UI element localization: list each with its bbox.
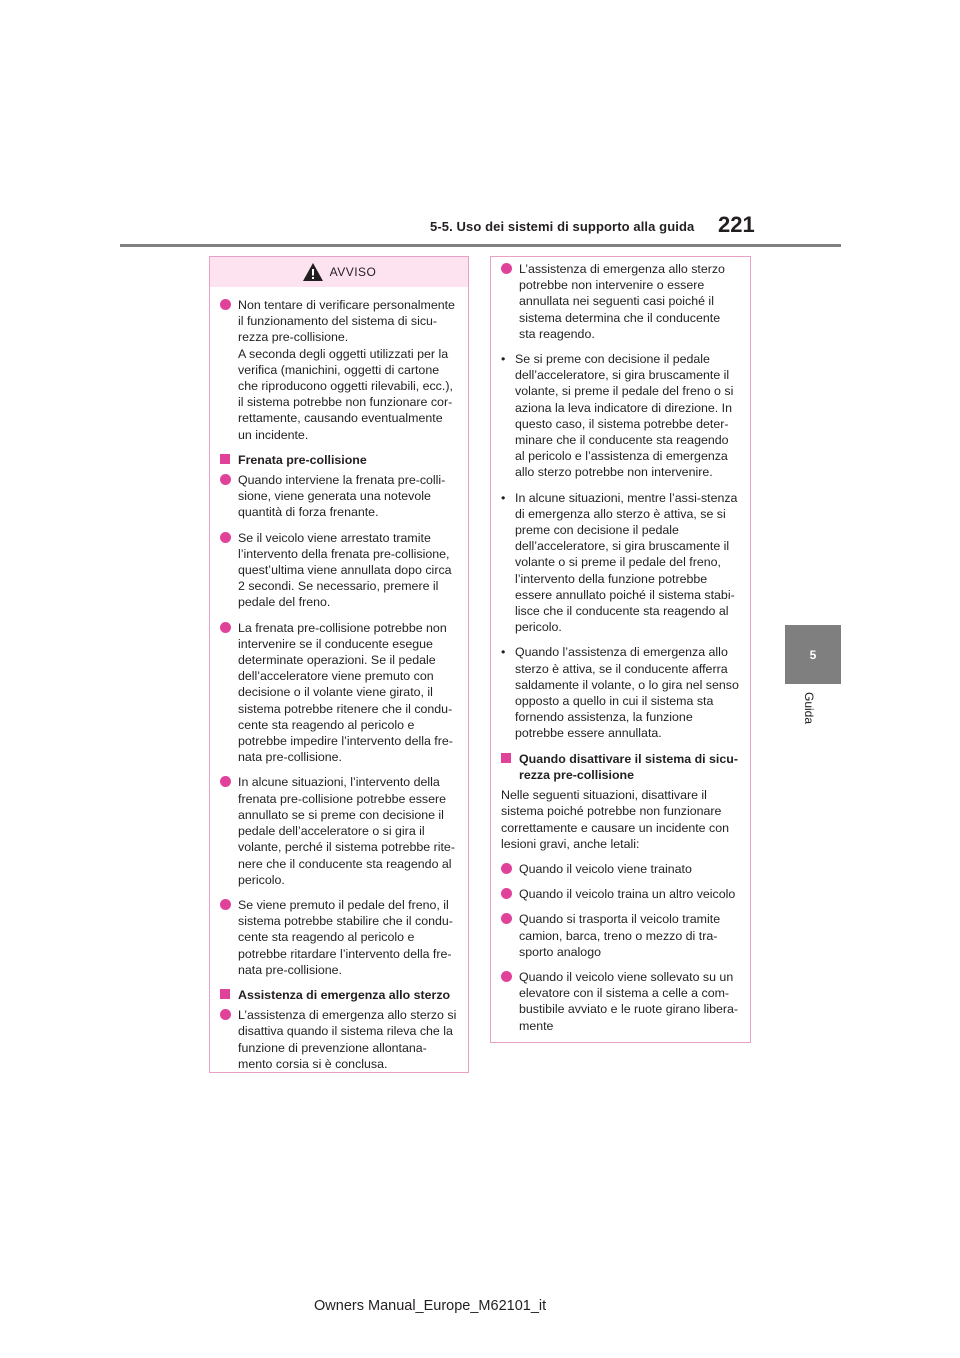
square-bullet-icon <box>220 454 230 464</box>
warning-header <box>210 257 468 287</box>
chapter-label: Guida <box>802 692 816 725</box>
bullet-dot-icon <box>501 263 512 274</box>
list-item-text: Quando si trasporta il veicolo tramite camion, barca, treno o mezzo di tra-sporto analogo <box>519 912 721 959</box>
warning-triangle-icon <box>302 262 324 282</box>
list-item <box>501 911 740 960</box>
bullet-dot-icon <box>220 532 231 543</box>
section-title: Assistenza di emergenza allo sterzo <box>238 987 451 1002</box>
chapter-tab <box>785 625 841 684</box>
bullet-dot-icon <box>220 776 231 787</box>
list-item <box>220 297 458 443</box>
header-divider <box>120 244 841 247</box>
bullet-dot-icon <box>220 299 231 310</box>
section-header: 5-5. Uso dei sistemi di supporto alla guida <box>430 219 695 234</box>
list-item-text: Se il veicolo viene arrestato tramite l’intervento della frenata pre-collisione, quest’ultima viene annullata dopo circa 2 secondi. Se necessario, premere il pedale del freno. <box>238 530 452 610</box>
section-heading <box>501 751 740 783</box>
list-item-text: Quando interviene la frenata pre-colli-sione, viene generata una notevole quantità di forza frenante. <box>238 473 446 520</box>
list-item <box>501 969 740 1034</box>
chapter-number: 5 <box>809 647 817 662</box>
bullet-mark: • <box>501 490 506 505</box>
list-item <box>501 861 740 877</box>
list-item <box>220 897 458 978</box>
list-item-text <box>238 297 458 443</box>
list-item-text: La frenata pre-collisione potrebbe non intervenire se il conducente esegue determinate operazioni. Se il pedale dell’acceleratore viene premuto con decisione o il volante viene girato, il sistema potrebbe ritenere che il condu-cente sta reagendo al pericolo e potrebbe impedire l’intervento della fre-nata pre-collisione. <box>238 620 453 765</box>
warning-label: AVVISO <box>329 264 377 279</box>
bullet-mark: • <box>501 645 506 660</box>
sub-bullet <box>501 351 740 481</box>
sub-bullet-text: Se si preme con decisione il pedale dell’acceleratore, si gira bruscamente il volante, si preme il pedale del freno o si aziona la leva indicatore di direzione. In questo caso, il sistema potrebbe deter-minare che il conducente sta reagendo al pericolo e l’assistenza di emergenza allo sterzo potrebbe non intervenire. <box>515 352 734 480</box>
bullet-dot-icon <box>220 899 231 910</box>
bullet-dot-icon <box>501 863 512 874</box>
sub-bullet-text: Quando l’assistenza di emergenza allo sterzo è attiva, se il conducente afferra saldamente il volante, o lo gira nel senso opposto a quello in cui il sistema sta fornendo assistenza, la funzione potrebbe essere annullata. <box>515 645 739 741</box>
bullet-mark: • <box>501 352 506 367</box>
bullet-dot-icon <box>501 971 512 982</box>
bullet-dot-icon <box>220 474 231 485</box>
list-item <box>501 261 740 342</box>
bullet-dot-icon <box>501 913 512 924</box>
warning-box-right <box>490 256 751 1043</box>
list-item-text: Non tentare di verificare personalmente il funzionamento del sistema di sicu-rezza pre-collisione. A seconda degli oggetti utilizzati per la verifica (manichini, oggetti di cartone che riproducono oggetti rilevabili, ecc.), il sistema potrebbe non funzionare cor-rettamente, causando eventualmente un incidente. <box>238 298 455 442</box>
square-bullet-icon <box>220 989 230 999</box>
list-item-text: L’assistenza di emergenza allo sterzo si disattiva quando il sistema rileva che la funzione di prevenzione allontana-mento corsia si è conclusa. <box>238 1008 457 1071</box>
list-item <box>220 620 458 766</box>
list-item <box>220 530 458 611</box>
warning-box-left <box>209 256 469 1073</box>
list-item <box>220 1007 458 1072</box>
list-item-text: Quando il veicolo viene sollevato su un elevatore con il sistema a celle a com-bustibile avviato e le ruote girano libera-mente <box>519 969 739 1033</box>
sub-bullet <box>501 490 740 636</box>
footer-text: Owners Manual_Europe_M62101_it <box>314 1298 547 1314</box>
list-item-text: Se viene premuto il pedale del freno, il sistema potrebbe stabilire che il condu-cente sta reagendo al pericolo e potrebbe ritardare l’intervento della fre-nata pre-collisione. <box>238 897 453 977</box>
section-heading <box>220 987 458 1003</box>
list-item <box>501 886 740 902</box>
list-item <box>220 472 458 521</box>
bullet-dot-icon <box>220 622 231 633</box>
square-bullet-icon <box>501 753 511 763</box>
bullet-dot-icon <box>220 1009 231 1020</box>
bullet-dot-icon <box>501 888 512 899</box>
list-item-text: In alcune situazioni, l’intervento della frenata pre-collisione potrebbe essere annullato se si preme con decisione il pedale dell’acceleratore o si gira il volante, perché il sistema potrebbe rite-nere che il conducente sta reagendo al pericolo. <box>238 775 455 887</box>
section-title: Quando disattivare il sistema di sicu-rezza pre-collisione <box>519 751 738 782</box>
sub-bullet <box>501 644 740 741</box>
list-item <box>220 774 458 887</box>
section-heading <box>220 452 458 468</box>
section-title: Frenata pre-collisione <box>238 452 367 467</box>
list-item-text: Quando il veicolo viene trainato <box>519 861 692 876</box>
sub-bullet-text: In alcune situazioni, mentre l’assi-stenza di emergenza allo sterzo è attiva, se si preme con decisione il pedale dell’acceleratore, si gira bruscamente il volante o si preme il pedale del freno, l’intervento della funzione potrebbe essere annullato poiché il sistema stabi-lisce che il conducente sta reagendo al pericolo. <box>515 490 738 635</box>
paragraph: Nelle seguenti situazioni, disattivare il sistema poiché potrebbe non funzionare correttamente e causare un incidente con lesioni gravi, anche letali: <box>501 788 729 851</box>
list-item-text: L’assistenza di emergenza allo sterzo potrebbe non intervenire o essere annullata nei seguenti casi poiché il sistema determina che il conducente sta reagendo. <box>519 262 725 341</box>
list-item-text: Quando il veicolo traina un altro veicolo <box>519 887 736 902</box>
page-number: 221 <box>718 212 755 237</box>
